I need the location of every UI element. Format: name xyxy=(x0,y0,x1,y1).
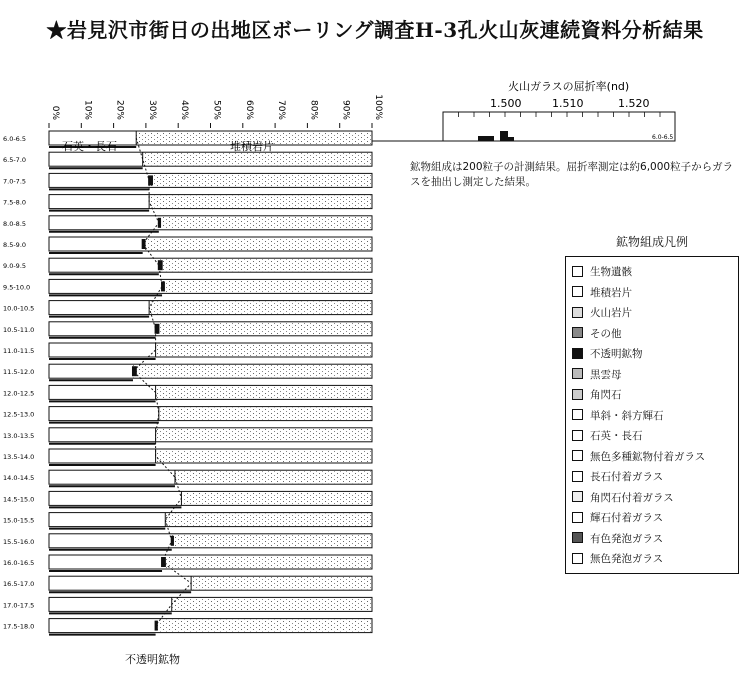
refractive-title: 火山ガラスの屈折率(nd) xyxy=(508,80,630,93)
bar-row xyxy=(49,449,372,465)
y-axis-label: 13.0-13.5 xyxy=(3,431,35,440)
refractive-tick-2: 1.510 xyxy=(552,97,584,110)
bar-segment-glass xyxy=(156,323,371,335)
y-axis-label: 10.5-11.0 xyxy=(3,325,35,334)
bar-row xyxy=(49,576,372,592)
legend-label: 輝石付着ガラス xyxy=(590,512,664,524)
legend-item xyxy=(572,386,622,404)
legend-swatch xyxy=(572,491,583,502)
bar-row xyxy=(49,597,372,613)
legend-item xyxy=(572,550,663,568)
refractive-tick-3: 1.520 xyxy=(618,97,650,110)
bar-rows xyxy=(49,131,372,635)
y-axis-label: 10.0-10.5 xyxy=(3,304,35,313)
y-axis-label: 17.0-17.5 xyxy=(3,601,35,610)
y-axis-label: 9.0-9.5 xyxy=(3,262,27,271)
bar-row xyxy=(49,534,372,550)
bar-row xyxy=(49,385,372,401)
legend-label: 有色発泡ガラス xyxy=(590,532,664,545)
legend-swatch xyxy=(572,307,583,318)
y-axis-label: 16.5-17.0 xyxy=(3,580,35,589)
bar-segment-glass xyxy=(133,365,371,377)
refractive-histogram-bar xyxy=(508,137,514,141)
legend-label: 不透明鉱物 xyxy=(590,348,643,360)
note-text: 鉱物組成は200粒子の計測結果。屈折率測定は約6,000粒子からガラスを抽出し測定した結果。 xyxy=(410,161,734,188)
bar-segment-glass xyxy=(156,450,371,462)
legend-item xyxy=(572,530,663,548)
y-axis-label: 15.5-16.0 xyxy=(3,537,35,546)
bar-row xyxy=(49,470,372,486)
legend-item xyxy=(572,304,632,322)
legend-swatch xyxy=(572,389,583,400)
bar-segment-opaque xyxy=(142,239,146,249)
y-axis-label: 14.5-15.0 xyxy=(3,495,35,504)
bar-row xyxy=(49,364,372,380)
legend-swatch xyxy=(572,471,583,482)
legend-label: 火山岩片 xyxy=(590,307,632,319)
bar-segment-glass xyxy=(172,598,371,610)
legend-label: 角閃石 xyxy=(590,389,622,401)
refractive-histogram-bar xyxy=(500,131,508,141)
legend-item xyxy=(572,325,622,343)
x-tick-label: 90% xyxy=(340,99,351,120)
bar-row xyxy=(49,258,372,274)
x-tick-label: 80% xyxy=(308,99,319,120)
legend-swatch xyxy=(572,286,583,297)
annotation-quartz: 石英・長石 xyxy=(62,140,117,153)
legend-swatch xyxy=(572,430,583,441)
refractive-tick-1: 1.500 xyxy=(490,97,522,110)
y-axis-label: 15.0-15.5 xyxy=(3,516,35,525)
y-axis-label: 7.5-8.0 xyxy=(3,198,27,207)
bar-segment-glass xyxy=(175,471,371,483)
y-axis-label: 17.5-18.0 xyxy=(3,622,35,631)
legend-item xyxy=(572,448,705,466)
bar-segment-glass xyxy=(156,344,371,356)
legend-label: 角閃石付着ガラス xyxy=(590,491,674,504)
y-axis-label: 12.0-12.5 xyxy=(3,389,35,398)
refractive-sample-label: 6.0-6.5 xyxy=(652,134,674,141)
y-axis-label: 11.0-11.5 xyxy=(3,347,35,355)
y-axis-label: 11.5-12.0 xyxy=(3,368,35,377)
y-axis-label: 16.0-16.5 xyxy=(3,559,35,567)
x-tick-label: 60% xyxy=(243,99,254,121)
bar-row xyxy=(49,555,372,571)
legend-item xyxy=(572,509,663,527)
legend-swatch xyxy=(572,532,583,543)
bar-segment-glass xyxy=(162,280,371,292)
y-axis-label: 9.5-10.0 xyxy=(3,283,31,292)
legend-item xyxy=(572,427,643,445)
legend-swatch xyxy=(572,327,583,338)
bar-row xyxy=(49,216,372,232)
bar-row xyxy=(49,322,372,338)
bar-row xyxy=(49,343,372,359)
y-axis-label: 8.0-8.5 xyxy=(3,219,27,228)
legend-item xyxy=(572,263,632,281)
bar-segment-glass xyxy=(149,174,371,186)
legend-label: 無色多種鉱物付着ガラス xyxy=(590,450,706,463)
bar-segment-glass xyxy=(172,535,371,547)
y-axis-label: 6.5-7.0 xyxy=(3,156,27,165)
y-axis-label: 12.5-13.0 xyxy=(3,410,35,419)
legend-swatch xyxy=(572,450,583,461)
bar-segment-glass xyxy=(149,302,371,314)
bar-segment-glass xyxy=(156,620,371,632)
y-axis-label: 8.5-9.0 xyxy=(3,241,27,249)
refractive-ticks xyxy=(443,112,660,117)
legend-label: 堆積岩片 xyxy=(590,286,632,299)
bar-segment-glass xyxy=(156,386,371,398)
bar-segment-glass xyxy=(159,259,371,271)
bar-row xyxy=(49,173,372,189)
bar-segment-glass xyxy=(159,217,371,229)
legend-item xyxy=(572,489,674,507)
legend-item xyxy=(572,345,643,363)
bar-segment-glass xyxy=(165,514,371,526)
x-tick-label: 70% xyxy=(276,99,287,120)
refractive-frame xyxy=(443,112,675,141)
legend-label: 黒雲母 xyxy=(590,368,622,381)
y-axis-label: 6.0-6.5 xyxy=(3,135,27,143)
legend-label: 無色発泡ガラス xyxy=(590,553,664,565)
legend-item xyxy=(572,284,632,302)
legend-label: 石英・長石 xyxy=(590,430,643,442)
bar-row xyxy=(49,152,372,168)
legend-label: 生物遺骸 xyxy=(590,266,632,278)
legend-swatch xyxy=(572,348,583,359)
legend-swatch xyxy=(572,368,583,379)
refractive-histogram-bar xyxy=(478,136,494,141)
bar-segment-glass xyxy=(162,556,371,568)
legend-swatch xyxy=(572,553,583,564)
bar-segment-glass xyxy=(181,492,371,504)
legend xyxy=(565,256,739,574)
y-axis-label: 14.0-14.5 xyxy=(3,474,35,483)
legend-item xyxy=(572,407,664,425)
bar-row xyxy=(49,237,372,253)
legend-item xyxy=(572,468,663,486)
x-axis-ticks xyxy=(49,94,383,128)
bar-segment-glass xyxy=(149,196,371,208)
y-axis-label: 7.0-7.5 xyxy=(3,177,27,186)
legend-label: 長石付着ガラス xyxy=(590,471,664,483)
bar-row xyxy=(49,301,372,317)
bar-segment-opaque xyxy=(132,366,137,376)
y-axis-labels xyxy=(3,135,34,631)
x-tick-label: 0% xyxy=(50,105,60,120)
bar-row xyxy=(49,428,372,444)
legend-title: 鉱物組成凡例 xyxy=(615,235,688,249)
bar-row xyxy=(49,279,372,295)
bar-segment-glass xyxy=(143,238,371,250)
bar-row xyxy=(49,491,372,507)
legend-swatch xyxy=(572,409,583,420)
legend-swatch xyxy=(572,266,583,277)
annotation-sedimentary: 堆積岩片 xyxy=(230,140,274,153)
bar-row xyxy=(49,619,372,635)
bar-row xyxy=(49,407,372,423)
bar-segment-glass xyxy=(156,429,371,441)
x-tick-label: 10% xyxy=(82,99,93,120)
bar-segment-glass xyxy=(159,408,371,420)
legend-item xyxy=(572,366,622,384)
bar-segment-opaque xyxy=(155,621,158,631)
bar-row xyxy=(49,513,372,529)
legend-label: その他 xyxy=(590,327,622,340)
x-tick-label: 30% xyxy=(146,99,157,120)
annotation-opaque: 不透明鉱物 xyxy=(125,653,180,666)
legend-label: 単斜・斜方輝石 xyxy=(590,409,664,422)
bar-row xyxy=(49,195,372,211)
bar-segment-glass xyxy=(191,577,371,589)
bar-segment-glass xyxy=(143,153,371,165)
x-tick-label: 40% xyxy=(179,99,190,120)
x-tick-label: 20% xyxy=(114,99,125,120)
chart-title: ★岩見沢市街日の出地区ボーリング調査H-3孔火山灰連続資料分析結果 xyxy=(46,18,704,42)
bar-segment-opaque xyxy=(155,324,160,334)
x-tick-label: 50% xyxy=(211,99,222,120)
x-tick-label: 100% xyxy=(373,94,383,120)
y-axis-label: 13.5-14.0 xyxy=(3,453,35,461)
legend-swatch xyxy=(572,512,583,523)
